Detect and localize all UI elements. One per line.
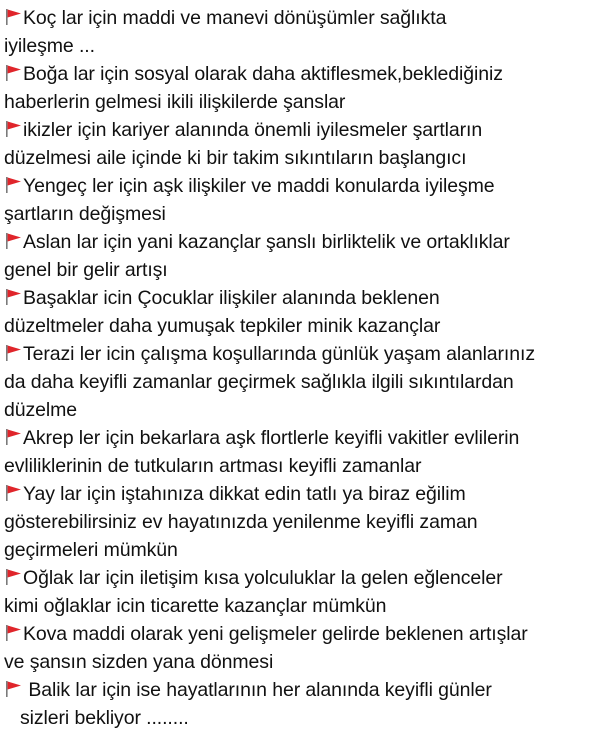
entry-line — [4, 284, 604, 312]
triangular-flag-icon — [4, 176, 22, 194]
entry-line — [4, 620, 604, 648]
entry-line — [4, 60, 604, 88]
entry-text: Oğlak lar için iletişim kısa yolculuklar la gelen eğlenceler — [23, 567, 503, 589]
entry-oglak — [4, 564, 604, 620]
entry-terazi — [4, 340, 604, 424]
entry-line — [4, 676, 604, 704]
entry-line: şartların değişmesi — [4, 203, 166, 225]
entry-balik — [4, 676, 604, 732]
entry-text: Yengeç ler için aşk ilişkiler ve maddi konularda iyileşme — [23, 175, 495, 197]
entry-line: düzelme — [4, 399, 78, 421]
entry-text: Balik lar için ise hayatlarının her alanında keyifli günler — [23, 679, 492, 701]
entry-line — [4, 340, 604, 368]
triangular-flag-icon — [4, 428, 22, 446]
entry-text: Terazi ler icin çalışma koşullarında günlük yaşam alanlarınız — [23, 343, 535, 365]
entry-line — [4, 480, 604, 508]
triangular-flag-icon — [4, 232, 22, 250]
entry-kova — [4, 620, 604, 676]
entry-ikizler — [4, 116, 604, 172]
entry-line — [4, 228, 604, 256]
entry-line — [4, 116, 604, 144]
triangular-flag-icon — [4, 568, 22, 586]
entry-line — [4, 4, 604, 32]
entry-line: evliliklerinin de tutkuların artması keyifli zamanlar — [4, 455, 422, 477]
entry-line: düzeltmeler daha yumuşak tepkiler minik kazançlar — [4, 315, 441, 337]
triangular-flag-icon — [4, 288, 22, 306]
entry-line: da daha keyifli zamanlar geçirmek sağlıkla ilgili sıkıntılardan — [4, 371, 514, 393]
entry-yay — [4, 480, 604, 564]
triangular-flag-icon — [4, 484, 22, 502]
entry-text: Kova maddi olarak yeni gelişmeler gelirde beklenen artışlar — [23, 623, 528, 645]
triangular-flag-icon — [4, 64, 22, 82]
entry-line: kimi oğlaklar icin ticarette kazançlar mümkün — [4, 595, 387, 617]
triangular-flag-icon — [4, 120, 22, 138]
triangular-flag-icon — [4, 680, 22, 698]
entry-boga — [4, 60, 604, 116]
entry-aslan — [4, 228, 604, 284]
entry-line: düzelmesi aile içinde ki bir takim sıkıntıların başlangıcı — [4, 147, 467, 169]
entry-basak — [4, 284, 604, 340]
entry-line — [4, 424, 604, 452]
triangular-flag-icon — [4, 344, 22, 362]
entry-line — [4, 564, 604, 592]
horoscope-text — [4, 4, 604, 732]
entry-line: sizleri bekliyor ........ — [20, 707, 189, 729]
entry-text: ikizler için kariyer alanında önemli iyilesmeler şartların — [23, 119, 483, 141]
entry-line: haberlerin gelmesi ikili ilişkilerde şanslar — [4, 91, 346, 113]
triangular-flag-icon — [4, 8, 22, 26]
entry-text: Yay lar için iştahınıza dikkat edin tatlı ya biraz eğilim — [23, 483, 466, 505]
entry-text: Başaklar icin Çocuklar ilişkiler alanında beklenen — [23, 287, 440, 309]
entry-line — [4, 172, 604, 200]
entry-line: genel bir gelir artışı — [4, 259, 168, 281]
entry-text: Koç lar için maddi ve manevi dönüşümler sağlıkta — [23, 7, 447, 29]
entry-akrep — [4, 424, 604, 480]
entry-yengec — [4, 172, 604, 228]
entry-line: geçirmeleri mümkün — [4, 539, 178, 561]
entry-text: Aslan lar için yani kazançlar şanslı birliktelik ve ortaklıklar — [23, 231, 510, 253]
entry-line: iyileşme ... — [4, 35, 95, 57]
entry-text: Boğa lar için sosyal olarak daha aktiflesmek,beklediğiniz — [23, 63, 503, 85]
entry-line: ve şansın sizden yana dönmesi — [4, 651, 274, 673]
entry-line: gösterebilirsiniz ev hayatınızda yenilenme keyifli zaman — [4, 511, 478, 533]
entry-koc — [4, 4, 604, 60]
entry-text: Akrep ler için bekarlara aşk flortlerle keyifli vakitler evlilerin — [23, 427, 520, 449]
triangular-flag-icon — [4, 624, 22, 642]
